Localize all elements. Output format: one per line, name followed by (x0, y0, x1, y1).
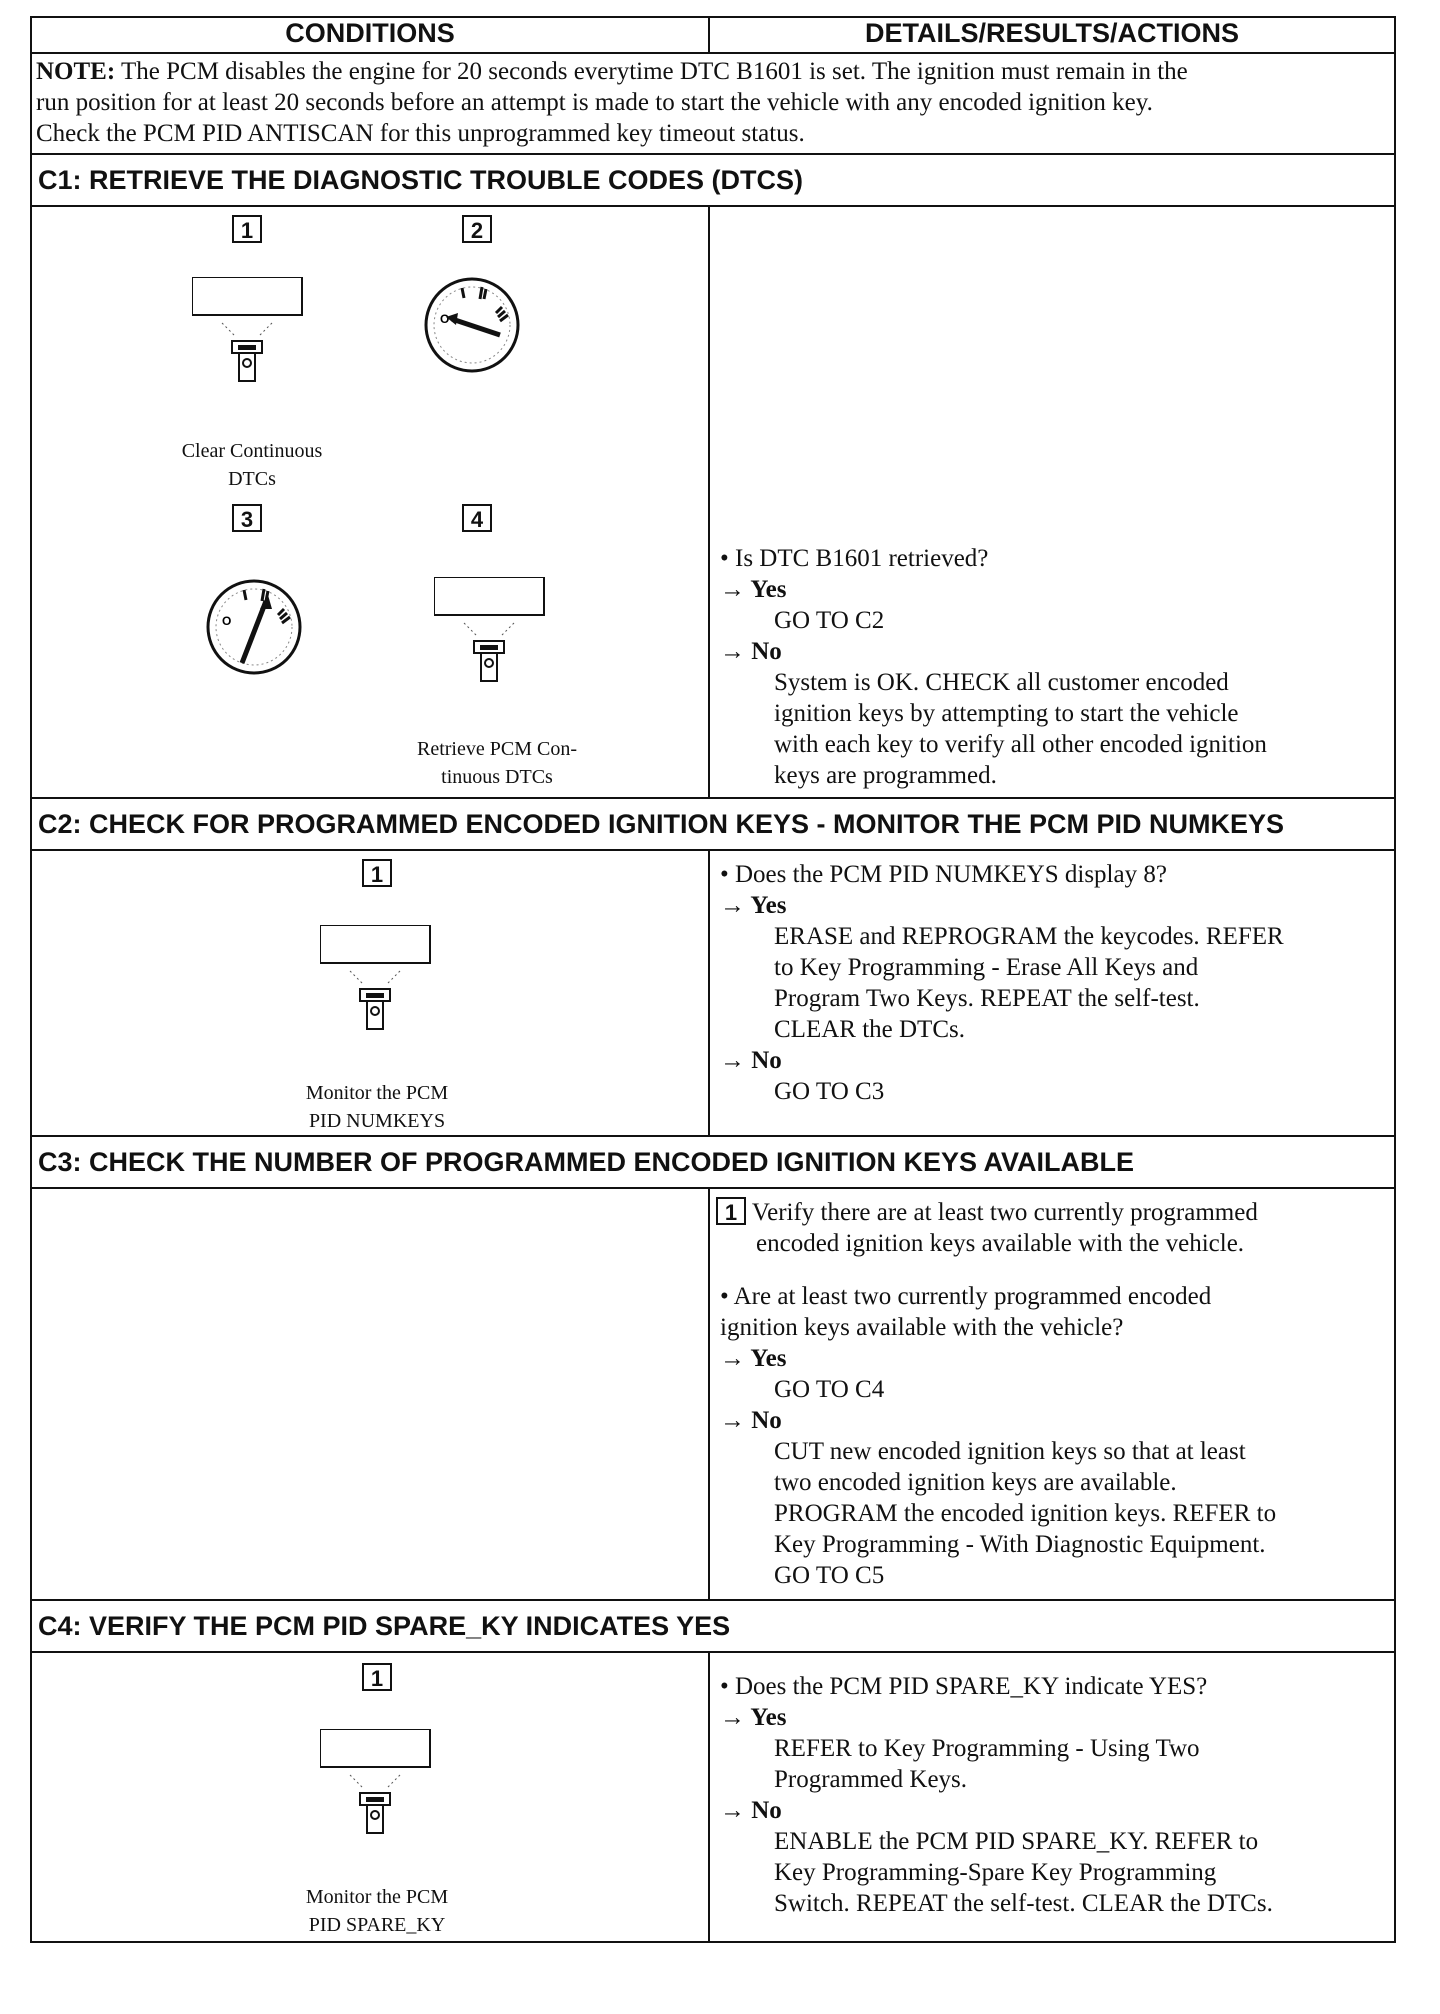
c2-no: → No (720, 1047, 782, 1074)
caption-line: Monitor the PCM (305, 1082, 449, 1104)
c1-yes: → Yes (720, 576, 787, 603)
c1-yes-action: GO TO C2 (774, 607, 885, 634)
c4-yes: → Yes (720, 1704, 787, 1731)
c3-step-line-1 (716, 1197, 1384, 1228)
c4-no-action-line: ENABLE the PCM PID SPARE_KY. REFER to (774, 1828, 1259, 1855)
c1-question: • Is DTC B1601 retrieved? (720, 545, 989, 572)
caption-line: PID NUMKEYS (308, 1110, 446, 1132)
step-c1-title: C1: RETRIEVE THE DIAGNOSTIC TROUBLE CODES (DTCS) (31, 154, 1395, 206)
caption-monitor-numkeys (262, 1079, 492, 1135)
c1-no-action-line: ignition keys by attempting to start the vehicle (774, 700, 1239, 727)
c1-no-action-line: System is OK. CHECK all customer encoded (774, 669, 1229, 696)
caption-clear-dtcs (152, 437, 352, 493)
c4-question: • Does the PCM PID SPARE_KY indicate YES? (720, 1673, 1208, 1700)
scan-tool-icon (434, 577, 546, 685)
c2-details (709, 850, 1395, 1136)
caption-line: Clear Continuous (181, 440, 323, 462)
c2-yes-action-line: to Key Programming - Erase All Keys and (774, 954, 1199, 981)
c3-no: → No (720, 1407, 782, 1434)
c1-no-action-line: with each key to verify all other encoded ignition (774, 731, 1267, 758)
c4-no: → No (720, 1797, 782, 1824)
note-line-2: run position for at least 20 seconds before an attempt is made to start the vehicle with any encoded ignition key. (36, 89, 1153, 116)
caption-monitor-spare-ky (262, 1883, 492, 1939)
c2-no-action: GO TO C3 (774, 1078, 885, 1105)
c3-details (709, 1188, 1395, 1600)
c4-yes-action-line: Programmed Keys. (774, 1766, 968, 1793)
c2-yes: → Yes (720, 892, 787, 919)
scan-tool-icon (320, 1729, 432, 1837)
caption-line: PID SPARE_KY (308, 1914, 446, 1936)
c4-details (709, 1652, 1395, 1942)
c4-no-action-line: Switch. REPEAT the self-test. CLEAR the DTCs. (774, 1890, 1273, 1917)
ignition-switch-run-icon (204, 577, 314, 687)
step-number-1: 1 (232, 215, 262, 243)
caption-retrieve-dtcs (392, 735, 602, 791)
c3-no-action-line: PROGRAM the encoded ignition keys. REFER to (774, 1500, 1277, 1527)
scan-tool-icon (192, 277, 304, 385)
diagnostic-table (30, 16, 1396, 1943)
c4-no-action-line: Key Programming-Spare Key Programming (774, 1859, 1217, 1886)
c3-step-line-2: encoded ignition keys available with the vehicle. (756, 1230, 1245, 1257)
note-label: NOTE: (36, 58, 116, 85)
c2-question: • Does the PCM PID NUMKEYS display 8? (720, 861, 1167, 888)
c1-conditions (31, 206, 709, 798)
ignition-switch-off-icon (422, 275, 532, 385)
c2-yes-action-line: ERASE and REPROGRAM the keycodes. REFER (774, 923, 1284, 950)
caption-line: Monitor the PCM (305, 1886, 449, 1908)
c3-yes: → Yes (720, 1345, 787, 1372)
step-number-1: 1 (362, 859, 392, 887)
step-c3-title: C3: CHECK THE NUMBER OF PROGRAMMED ENCODED IGNITION KEYS AVAILABLE (31, 1136, 1395, 1188)
step-c4-title: C4: VERIFY THE PCM PID SPARE_KY INDICATES YES (31, 1600, 1395, 1652)
step-number-1: 1 (716, 1197, 746, 1225)
step-number-4: 4 (462, 504, 492, 532)
step-number-2: 2 (462, 215, 492, 243)
c3-yes-action: GO TO C4 (774, 1376, 885, 1403)
step-number-3: 3 (232, 504, 262, 532)
conditions-header: CONDITIONS (31, 17, 709, 53)
caption-line: DTCs (228, 468, 276, 490)
note-block (31, 53, 1395, 154)
caption-line: Retrieve PCM Con- (417, 738, 577, 760)
c3-question-line: • Are at least two currently programmed encoded (720, 1283, 1212, 1310)
c3-no-action-line: CUT new encoded ignition keys so that at least (774, 1438, 1246, 1465)
c3-step-text: Verify there are at least two currently programmed (751, 1199, 1258, 1226)
c2-conditions (31, 850, 709, 1136)
details-header: DETAILS/RESULTS/ACTIONS (709, 17, 1395, 53)
c1-no-action-line: keys are programmed. (774, 762, 997, 789)
c4-yes-action-line: REFER to Key Programming - Using Two (774, 1735, 1200, 1762)
note-line-1: The PCM disables the engine for 20 seconds everytime DTC B1601 is set. The ignition must remain in the (121, 58, 1188, 85)
step-number-1: 1 (362, 1663, 392, 1691)
c2-yes-action-line: CLEAR the DTCs. (774, 1016, 965, 1043)
c4-conditions (31, 1652, 709, 1942)
note-line-3: Check the PCM PID ANTISCAN for this unprogrammed key timeout status. (36, 120, 805, 147)
c1-details (709, 206, 1395, 798)
c2-yes-action-line: Program Two Keys. REPEAT the self-test. (774, 985, 1200, 1012)
caption-line: tinuous DTCs (441, 766, 553, 788)
c3-conditions (31, 1188, 709, 1600)
c3-no-action-line: GO TO C5 (774, 1562, 885, 1589)
c1-no: → No (720, 638, 782, 665)
c3-no-action-line: two encoded ignition keys are available. (774, 1469, 1177, 1496)
c3-no-action-line: Key Programming - With Diagnostic Equipment. (774, 1531, 1266, 1558)
scan-tool-icon (320, 925, 432, 1033)
c3-question-line: ignition keys available with the vehicle? (720, 1314, 1124, 1341)
step-c2-title: C2: CHECK FOR PROGRAMMED ENCODED IGNITION KEYS - MONITOR THE PCM PID NUMKEYS (31, 798, 1395, 850)
diagnostic-page (30, 16, 1394, 1943)
